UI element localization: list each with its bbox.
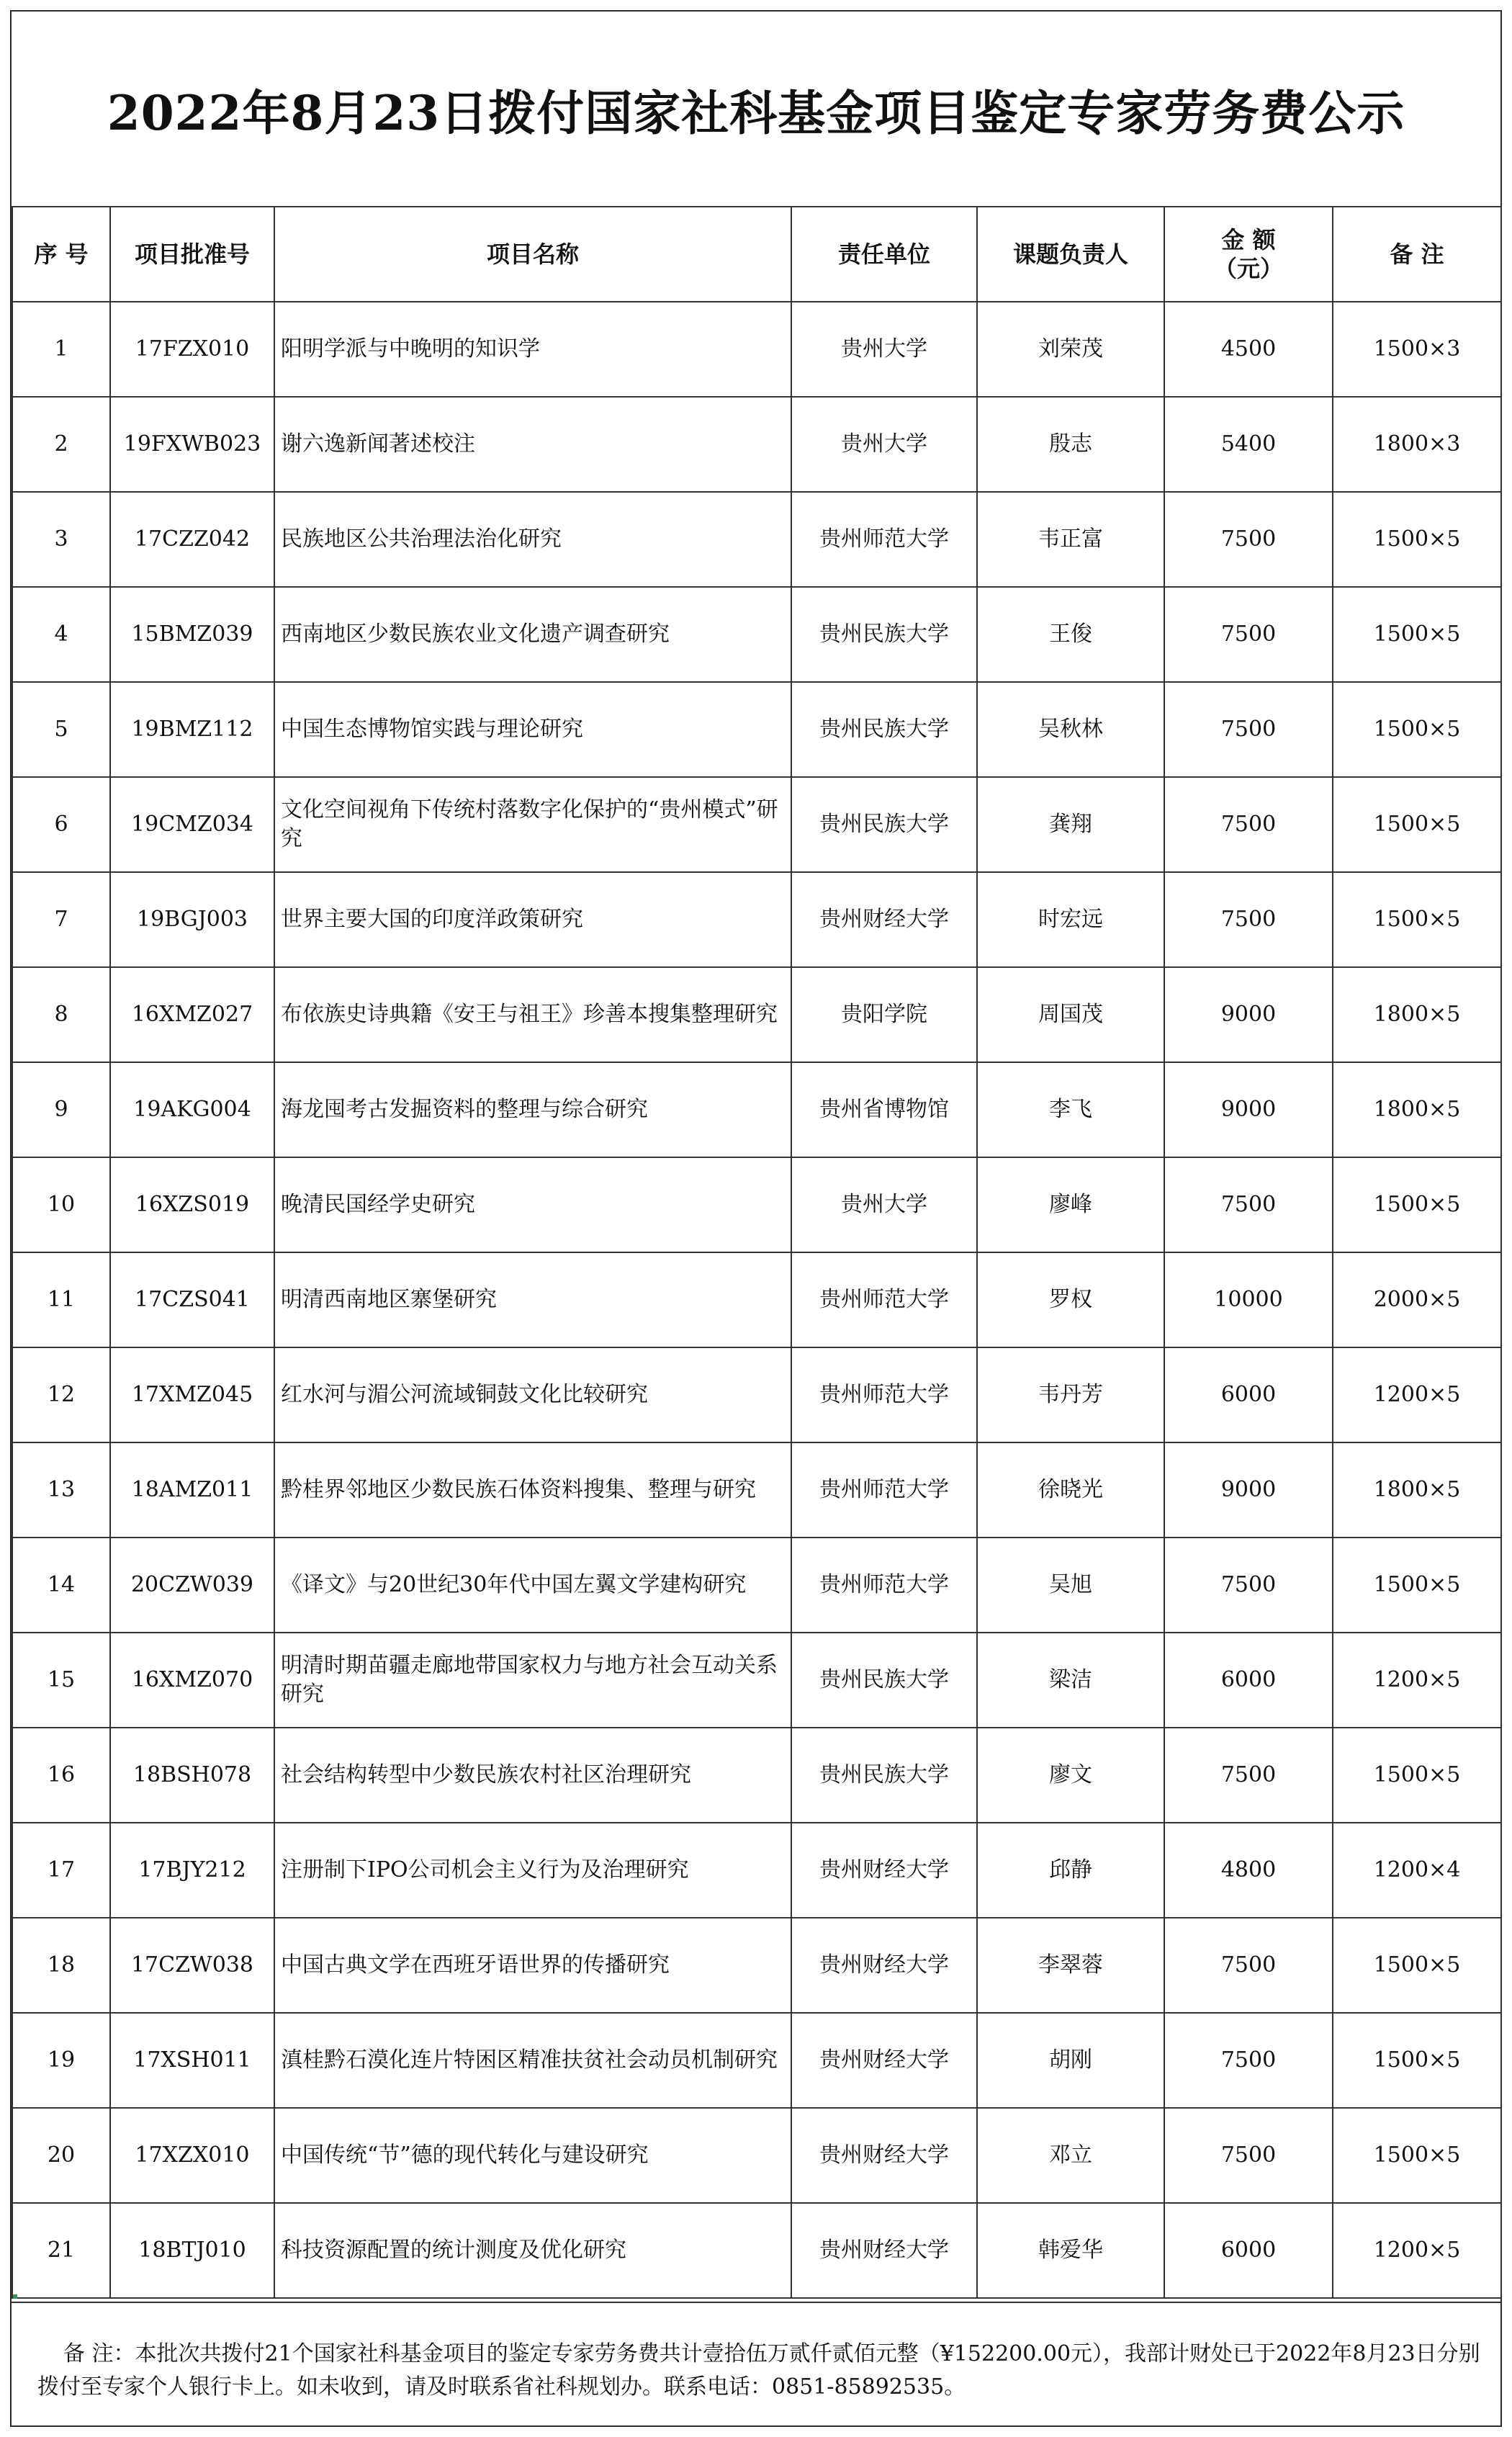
page-title: 2022年8月23日拨付国家社科基金项目鉴定专家劳务费公示	[107, 84, 1405, 141]
cell-index: 8	[12, 967, 110, 1062]
cell-amount: 9000	[1164, 967, 1333, 1062]
cell-approval-no: 18AMZ011	[110, 1442, 274, 1538]
cell-amount: 4500	[1164, 302, 1333, 397]
cell-remark: 1500×5	[1333, 682, 1501, 777]
cell-project-name: 文化空间视角下传统村落数字化保护的“贵州模式”研究	[274, 777, 791, 872]
cell-index: 4	[12, 587, 110, 682]
cell-leader: 周国茂	[977, 967, 1164, 1062]
cell-leader: 吴秋林	[977, 682, 1164, 777]
cell-remark: 1500×5	[1333, 872, 1501, 967]
cell-remark: 1500×5	[1333, 1918, 1501, 2013]
cell-project-name: 谢六逸新闻著述校注	[274, 397, 791, 492]
cell-approval-no: 19BGJ003	[110, 872, 274, 967]
cell-index: 10	[12, 1157, 110, 1252]
cell-project-name: 科技资源配置的统计测度及优化研究	[274, 2203, 791, 2298]
cell-amount: 7500	[1164, 872, 1333, 967]
cell-leader: 李翠蓉	[977, 1918, 1164, 2013]
cell-index: 3	[12, 492, 110, 587]
cell-leader: 徐晓光	[977, 1442, 1164, 1538]
cell-unit: 贵州财经大学	[791, 2108, 977, 2203]
cell-remark: 1800×5	[1333, 967, 1501, 1062]
header-col-amount: 金 额 （元）	[1164, 207, 1333, 302]
footnote-text: 本批次共拨付21个国家社科基金项目的鉴定专家劳务费共计壹拾伍万贰仟贰佰元整（¥152200.00元），我部计财处已于2022年8月23日分别拨付至专家个人银行卡上。如未收到，请及时联系省社科规划办。联系电话：0851-85892535。	[37, 2341, 1480, 2400]
cell-remark: 1500×5	[1333, 2013, 1501, 2108]
cell-unit: 贵州财经大学	[791, 2203, 977, 2298]
header-col-approval-no: 项目批准号	[110, 207, 274, 302]
cell-approval-no: 16XZS019	[110, 1157, 274, 1252]
table-row	[12, 2203, 1501, 2298]
header-col-remark: 备 注	[1333, 207, 1501, 302]
cell-leader: 胡刚	[977, 2013, 1164, 2108]
cell-amount: 7500	[1164, 492, 1333, 587]
cell-remark: 1200×5	[1333, 1347, 1501, 1442]
cell-amount: 7500	[1164, 777, 1333, 872]
cell-approval-no: 19FXWB023	[110, 397, 274, 492]
cell-leader: 王俊	[977, 587, 1164, 682]
cell-unit: 贵州财经大学	[791, 872, 977, 967]
cell-approval-no: 19CMZ034	[110, 777, 274, 872]
cell-remark: 1500×5	[1333, 1538, 1501, 1633]
table-row	[12, 967, 1501, 1062]
cell-project-name: 晚清民国经学史研究	[274, 1157, 791, 1252]
document-sheet	[10, 10, 1502, 2427]
cell-index: 13	[12, 1442, 110, 1538]
table-row	[12, 492, 1501, 587]
table-row	[12, 302, 1501, 397]
cell-unit: 贵州大学	[791, 302, 977, 397]
cell-remark: 1800×5	[1333, 1062, 1501, 1157]
cell-leader: 廖峰	[977, 1157, 1164, 1252]
cell-amount: 6000	[1164, 1633, 1333, 1728]
cell-approval-no: 18BSH078	[110, 1728, 274, 1823]
cell-approval-no: 16XMZ070	[110, 1633, 274, 1728]
cell-unit: 贵州大学	[791, 397, 977, 492]
cell-leader: 吴旭	[977, 1538, 1164, 1633]
cell-project-name: 中国传统“节”德的现代转化与建设研究	[274, 2108, 791, 2203]
cell-leader: 殷志	[977, 397, 1164, 492]
cell-project-name: 明清西南地区寨堡研究	[274, 1252, 791, 1347]
cell-amount: 9000	[1164, 1062, 1333, 1157]
cell-unit: 贵州大学	[791, 1157, 977, 1252]
cell-amount: 7500	[1164, 1157, 1333, 1252]
cell-amount: 4800	[1164, 1823, 1333, 1918]
cell-unit: 贵州师范大学	[791, 1252, 977, 1347]
cell-remark: 2000×5	[1333, 1252, 1501, 1347]
cell-remark: 1500×5	[1333, 2108, 1501, 2203]
cell-approval-no: 17CZW038	[110, 1918, 274, 2013]
cell-remark: 1800×5	[1333, 1442, 1501, 1538]
cell-amount: 10000	[1164, 1252, 1333, 1347]
cell-project-name: 社会结构转型中少数民族农村社区治理研究	[274, 1728, 791, 1823]
header-col-project-name: 项目名称	[274, 207, 791, 302]
cell-amount: 5400	[1164, 397, 1333, 492]
cell-project-name: 阳明学派与中晚明的知识学	[274, 302, 791, 397]
cell-project-name: 世界主要大国的印度洋政策研究	[274, 872, 791, 967]
cell-unit: 贵州民族大学	[791, 1728, 977, 1823]
cell-index: 1	[12, 302, 110, 397]
cell-leader: 李飞	[977, 1062, 1164, 1157]
cell-unit: 贵州财经大学	[791, 1918, 977, 2013]
header-col-index: 序 号	[12, 207, 110, 302]
cell-unit: 贵州民族大学	[791, 587, 977, 682]
table-header-row	[12, 207, 1501, 302]
cell-project-name: 黔桂界邻地区少数民族石体资料搜集、整理与研究	[274, 1442, 791, 1538]
cell-index: 5	[12, 682, 110, 777]
cell-remark: 1500×5	[1333, 777, 1501, 872]
table-row	[12, 1823, 1501, 1918]
cell-project-name: 注册制下IPO公司机会主义行为及治理研究	[274, 1823, 791, 1918]
table-row	[12, 872, 1501, 967]
table-row	[12, 2013, 1501, 2108]
table-row	[12, 1538, 1501, 1633]
cell-approval-no: 19AKG004	[110, 1062, 274, 1157]
cell-project-name: 布依族史诗典籍《安王与祖王》珍善本搜集整理研究	[274, 967, 791, 1062]
cell-amount: 7500	[1164, 587, 1333, 682]
table-body	[12, 302, 1501, 2298]
footnote-label: 备 注：	[63, 2341, 135, 2366]
table-row	[12, 2108, 1501, 2203]
cell-remark: 1200×5	[1333, 2203, 1501, 2298]
cell-project-name: 海龙囤考古发掘资料的整理与综合研究	[274, 1062, 791, 1157]
cell-amount: 7500	[1164, 1728, 1333, 1823]
cell-leader: 韩爱华	[977, 2203, 1164, 2298]
cell-leader: 韦丹芳	[977, 1347, 1164, 1442]
cell-amount: 7500	[1164, 1918, 1333, 2013]
table-row	[12, 1252, 1501, 1347]
table-row	[12, 777, 1501, 872]
cell-index: 14	[12, 1538, 110, 1633]
table-row	[12, 1062, 1501, 1157]
cell-project-name: 红水河与湄公河流域铜鼓文化比较研究	[274, 1347, 791, 1442]
cell-project-name: 《译文》与20世纪30年代中国左翼文学建构研究	[274, 1538, 791, 1633]
cell-index: 12	[12, 1347, 110, 1442]
cell-leader: 时宏远	[977, 872, 1164, 967]
cell-remark: 1200×5	[1333, 1633, 1501, 1728]
table-row	[12, 587, 1501, 682]
cell-leader: 邱静	[977, 1823, 1164, 1918]
cell-unit: 贵州省博物馆	[791, 1062, 977, 1157]
cell-index: 21	[12, 2203, 110, 2298]
cell-leader: 罗权	[977, 1252, 1164, 1347]
cell-index: 18	[12, 1918, 110, 2013]
cell-leader: 龚翔	[977, 777, 1164, 872]
cell-leader: 刘荣茂	[977, 302, 1164, 397]
cell-amount: 7500	[1164, 2108, 1333, 2203]
table-row	[12, 397, 1501, 492]
cell-project-name: 民族地区公共治理法治化研究	[274, 492, 791, 587]
table-row	[12, 1347, 1501, 1442]
cell-index: 9	[12, 1062, 110, 1157]
cell-index: 16	[12, 1728, 110, 1823]
cell-unit: 贵州财经大学	[791, 1823, 977, 1918]
cell-approval-no: 17CZS041	[110, 1252, 274, 1347]
cell-unit: 贵州财经大学	[791, 2013, 977, 2108]
cell-project-name: 中国生态博物馆实践与理论研究	[274, 682, 791, 777]
cell-index: 15	[12, 1633, 110, 1728]
cell-index: 20	[12, 2108, 110, 2203]
table-row	[12, 1633, 1501, 1728]
table-row	[12, 1728, 1501, 1823]
title-row	[12, 12, 1500, 206]
cell-unit: 贵州民族大学	[791, 1633, 977, 1728]
corner-marker	[13, 2294, 17, 2299]
cell-unit: 贵州民族大学	[791, 682, 977, 777]
cell-leader: 邓立	[977, 2108, 1164, 2203]
cell-unit: 贵州师范大学	[791, 1538, 977, 1633]
header-col-leader: 课题负责人	[977, 207, 1164, 302]
cell-index: 7	[12, 872, 110, 967]
cell-approval-no: 19BMZ112	[110, 682, 274, 777]
cell-approval-no: 17XZX010	[110, 2108, 274, 2203]
cell-remark: 1500×5	[1333, 1157, 1501, 1252]
cell-approval-no: 17BJY212	[110, 1823, 274, 1918]
cell-leader: 梁洁	[977, 1633, 1164, 1728]
cell-approval-no: 18BTJ010	[110, 2203, 274, 2298]
cell-index: 6	[12, 777, 110, 872]
header-col-unit: 责任单位	[791, 207, 977, 302]
cell-index: 19	[12, 2013, 110, 2108]
cell-remark: 1500×5	[1333, 492, 1501, 587]
cell-amount: 7500	[1164, 2013, 1333, 2108]
cell-amount: 9000	[1164, 1442, 1333, 1538]
expense-table	[12, 206, 1502, 2299]
cell-approval-no: 17XSH011	[110, 2013, 274, 2108]
cell-unit: 贵州民族大学	[791, 777, 977, 872]
cell-amount: 6000	[1164, 2203, 1333, 2298]
cell-approval-no: 15BMZ039	[110, 587, 274, 682]
cell-unit: 贵州师范大学	[791, 1347, 977, 1442]
cell-project-name: 西南地区少数民族农业文化遗产调查研究	[274, 587, 791, 682]
cell-unit: 贵阳学院	[791, 967, 977, 1062]
cell-amount: 7500	[1164, 682, 1333, 777]
table-row	[12, 682, 1501, 777]
cell-unit: 贵州师范大学	[791, 1442, 977, 1538]
cell-approval-no: 17CZZ042	[110, 492, 274, 587]
cell-project-name: 中国古典文学在西班牙语世界的传播研究	[274, 1918, 791, 2013]
cell-remark: 1800×3	[1333, 397, 1501, 492]
cell-approval-no: 16XMZ027	[110, 967, 274, 1062]
cell-remark: 1500×5	[1333, 587, 1501, 682]
table-row	[12, 1442, 1501, 1538]
cell-project-name: 明清时期苗疆走廊地带国家权力与地方社会互动关系研究	[274, 1633, 791, 1728]
cell-amount: 7500	[1164, 1538, 1333, 1633]
cell-project-name: 滇桂黔石漠化连片特困区精准扶贫社会动员机制研究	[274, 2013, 791, 2108]
cell-index: 11	[12, 1252, 110, 1347]
cell-remark: 1500×3	[1333, 302, 1501, 397]
cell-index: 2	[12, 397, 110, 492]
cell-remark: 1200×4	[1333, 1823, 1501, 1918]
cell-approval-no: 17XMZ045	[110, 1347, 274, 1442]
table-row	[12, 1918, 1501, 2013]
footnote	[12, 2302, 1500, 2425]
cell-leader: 韦正富	[977, 492, 1164, 587]
cell-approval-no: 17FZX010	[110, 302, 274, 397]
cell-remark: 1500×5	[1333, 1728, 1501, 1823]
cell-leader: 廖文	[977, 1728, 1164, 1823]
cell-approval-no: 20CZW039	[110, 1538, 274, 1633]
cell-amount: 6000	[1164, 1347, 1333, 1442]
table-row	[12, 1157, 1501, 1252]
cell-unit: 贵州师范大学	[791, 492, 977, 587]
cell-index: 17	[12, 1823, 110, 1918]
